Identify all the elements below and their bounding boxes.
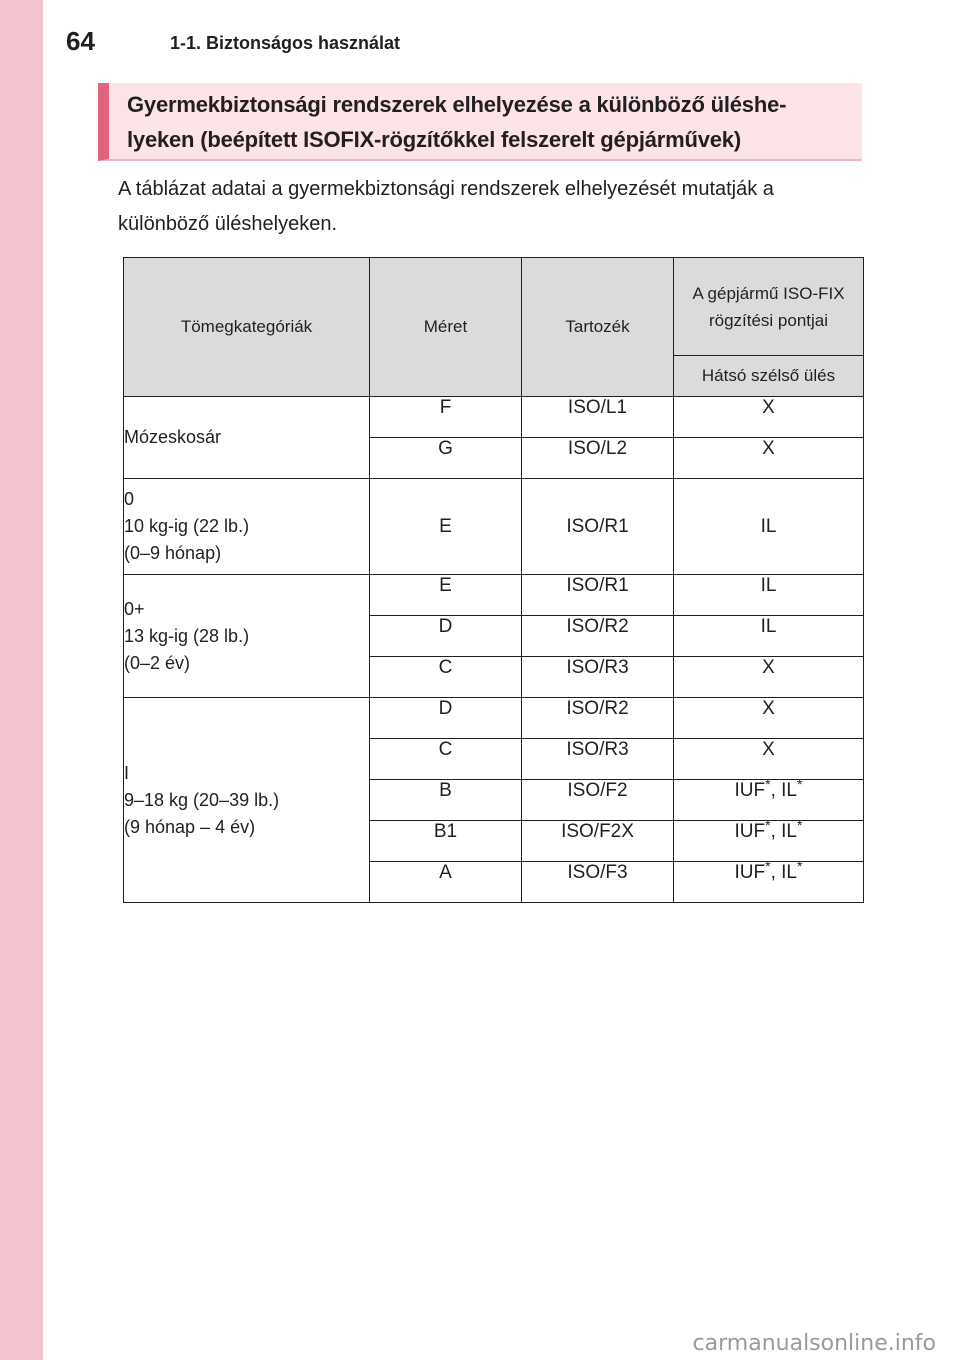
running-head: 1-1. Biztonságos használat bbox=[170, 33, 401, 53]
footnote-mark: * bbox=[797, 776, 803, 792]
group-age: (0–2 év) bbox=[124, 652, 191, 673]
section-heading-box bbox=[98, 83, 862, 161]
fixture-cell: ISO/R1 bbox=[522, 479, 674, 575]
value-iuf: IUF bbox=[734, 862, 766, 883]
size-cell: G bbox=[370, 438, 522, 479]
footnote-mark: * bbox=[765, 817, 771, 833]
value-il: IL bbox=[781, 821, 798, 842]
watermark: carmanualsonline.info bbox=[692, 1331, 936, 1356]
group-age: (0–9 hónap) bbox=[124, 543, 222, 563]
fixture-cell: ISO/F2X bbox=[522, 821, 674, 862]
suitability-cell bbox=[674, 858, 864, 903]
group-cell bbox=[124, 397, 370, 479]
size-cell: D bbox=[370, 616, 522, 657]
suitability-cell: X bbox=[674, 698, 864, 739]
chapter-side-strip bbox=[0, 0, 43, 1360]
header-isofix-points: A gépjármű ISO-FIX rögzítési pontjai bbox=[674, 258, 864, 356]
value-separator: , bbox=[770, 821, 782, 842]
suitability-cell: IL bbox=[674, 616, 864, 657]
group-name: 0+ bbox=[124, 598, 145, 619]
suitability-cell: IL bbox=[674, 479, 864, 575]
section-title-line-1: Gyermekbiztonsági rendszerek elhelyezése a különböző üléshe- bbox=[127, 92, 787, 117]
group-weight: 13 kg-ig (28 lb.) bbox=[124, 625, 250, 646]
value-iuf: IUF bbox=[734, 780, 766, 801]
fixture-cell: ISO/R1 bbox=[522, 575, 674, 616]
value-il: IL bbox=[781, 780, 798, 801]
header-weight-category: Tömegkategóriák bbox=[124, 258, 370, 397]
fixture-cell: ISO/R3 bbox=[522, 657, 674, 698]
footnote-mark: * bbox=[797, 858, 803, 874]
size-cell: C bbox=[370, 657, 522, 698]
size-cell: B bbox=[370, 780, 522, 821]
footnote-mark: * bbox=[765, 776, 771, 792]
table-row bbox=[124, 698, 864, 739]
group-weight: 10 kg-ig (22 lb.) bbox=[124, 516, 250, 536]
size-cell: D bbox=[370, 698, 522, 739]
fixture-cell: ISO/L2 bbox=[522, 438, 674, 479]
fixture-cell: ISO/R2 bbox=[522, 698, 674, 739]
group-name: 0 bbox=[124, 489, 135, 509]
section-title-line-2: lyeken (beépített ISOFIX-rögzítőkkel felszerelt gépjárművek) bbox=[127, 127, 741, 152]
size-cell: C bbox=[370, 739, 522, 780]
size-cell: B1 bbox=[370, 821, 522, 862]
size-cell: A bbox=[370, 862, 522, 903]
group-cell bbox=[124, 575, 370, 698]
value-separator: , bbox=[770, 780, 782, 801]
group-name: Mózeskosár bbox=[124, 427, 222, 447]
suitability-cell: X bbox=[674, 739, 864, 780]
value-iuf: IUF bbox=[734, 821, 766, 842]
page-number: 64 bbox=[66, 26, 95, 56]
group-name: I bbox=[124, 762, 130, 783]
table-row bbox=[124, 575, 864, 616]
suitability-cell: X bbox=[674, 397, 864, 438]
suitability-cell bbox=[674, 776, 864, 821]
table-row bbox=[124, 397, 864, 438]
header-fixture: Tartozék bbox=[522, 258, 674, 397]
suitability-cell: X bbox=[674, 657, 864, 698]
size-cell: E bbox=[370, 479, 522, 575]
section-title bbox=[127, 87, 852, 157]
header-size: Méret bbox=[370, 258, 522, 397]
fixture-cell: ISO/R3 bbox=[522, 739, 674, 780]
fixture-cell: ISO/R2 bbox=[522, 616, 674, 657]
size-cell: E bbox=[370, 575, 522, 616]
header-rear-outboard-seat: Hátsó szélső ülés bbox=[674, 356, 864, 397]
value-separator: , bbox=[770, 862, 782, 883]
group-cell bbox=[124, 479, 370, 575]
footnote-mark: * bbox=[797, 817, 803, 833]
footnote-mark: * bbox=[765, 858, 771, 874]
suitability-cell bbox=[674, 817, 864, 862]
size-cell: F bbox=[370, 397, 522, 438]
group-cell bbox=[124, 698, 370, 903]
suitability-cell: X bbox=[674, 438, 864, 479]
table-row bbox=[124, 479, 864, 575]
isofix-table bbox=[123, 257, 864, 903]
fixture-cell: ISO/L1 bbox=[522, 397, 674, 438]
group-age: (9 hónap – 4 év) bbox=[124, 816, 256, 837]
fixture-cell: ISO/F2 bbox=[522, 780, 674, 821]
fixture-cell: ISO/F3 bbox=[522, 862, 674, 903]
group-weight: 9–18 kg (20–39 lb.) bbox=[124, 789, 280, 810]
value-il: IL bbox=[781, 862, 798, 883]
suitability-cell: IL bbox=[674, 575, 864, 616]
intro-paragraph: A táblázat adatai a gyermekbiztonsági rendszerek elhelyezését mutatják a különböző üléshelyeken. bbox=[118, 178, 774, 235]
